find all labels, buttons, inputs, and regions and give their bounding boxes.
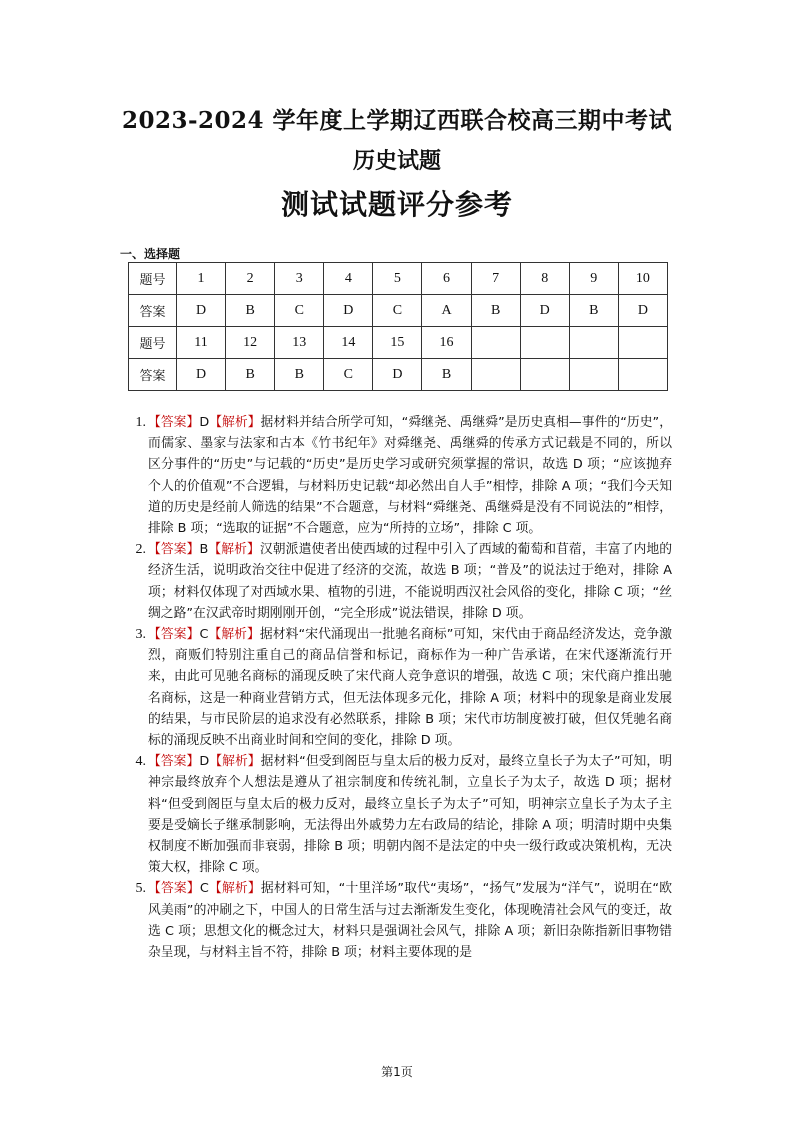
question-number-cell: 3 [275,263,324,295]
answer-tag: 【答案】 [148,881,200,897]
explanation-text: 汉朝派遣使者出使西域的过程中引入了西域的葡萄和苜蓿，丰富了内地的经济生活，说明政治交往中促进了经济的交流，故选 B 项；“普及”的说法过于绝对，排除 A 项；材料仅体现了对西域水果、植物的引进，不能说明西汉社会风俗的变化，排除 C 项；“丝绸之路”在汉武帝时期刚刚开创，“完全形成”说法错误，排除 D 项。 [148,542,673,621]
answer-letter: C [199,627,209,643]
item-number: 2. [135,542,146,558]
answer-tag: 【答案】 [148,627,200,643]
question-number-cell: 10 [618,263,667,295]
question-number-cell: 4 [324,263,373,295]
answer-cell: D [618,295,667,327]
explanation-text: 据材料“宋代涌现出一批驰名商标”可知，宋代由于商品经济发达，竞争激烈，商贩们特别注重自己的商品信誉和标记，商标作为一种广告承诺，在宋代逐渐流行开来，由此可见驰名商标的涌现反映了宋代商人竞争意识的增强，故选 C 项；宋代商户推出驰名商标，这是一种商业营销方式，但无法体现多元化，排除 A 项；材料中的现象是商业发展的结果，与市民阶层的追求没有必然联系，排除 B 项；宋代市坊制度被打破，但仅凭驰名商标的涌现反映不出商业时间和空间的变化，排除 D 项。 [148,627,673,749]
question-number-cell: 7 [471,263,520,295]
question-number-cell: 8 [520,263,569,295]
analysis-tag: 【解析】 [209,415,261,430]
answer-letter: C [199,881,209,897]
item-number: 5. [135,881,146,897]
answer-cell: A [422,295,471,327]
answer-cell [520,359,569,391]
item-number: 1. [135,415,146,430]
answer-cell: B [226,359,275,391]
answer-row [129,295,668,327]
row-label: 题号 [129,263,177,295]
answer-table [128,262,668,391]
answer-cell: B [471,295,520,327]
question-number-cell [569,327,618,359]
answer-cell [618,359,667,391]
explanations-list [126,412,672,963]
answer-cell: D [520,295,569,327]
question-number-cell: 16 [422,327,471,359]
explanation-item [126,878,672,963]
analysis-tag: 【解析】 [208,542,260,558]
analysis-tag: 【解析】 [208,881,261,897]
answer-tag: 【答案】 [148,415,200,430]
document-title: 测试试题评分参考 [280,188,513,221]
explanation-text: 据材料可知，“十里洋场”取代“夷场”，“扬气”发展为“洋气”，说明在“欧风美雨”的冲刷之下，中国人的日常生活与过去渐渐发生变化，体现晚清社会风气的变迁，故选 C 项；思想文化的概念过大，材料只是强调社会风气，排除 A 项；新旧杂陈指新旧事物错杂呈现，与材料主旨不符，排除 B 项；材料主要体现的是 [148,881,673,961]
question-number-cell: 12 [226,327,275,359]
question-number-cell [471,327,520,359]
question-row [129,327,668,359]
row-label: 答案 [129,359,177,391]
answer-cell [471,359,520,391]
question-number-cell: 6 [422,263,471,295]
row-label: 答案 [129,295,177,327]
exam-title: 2023-2024 学年度上学期辽西联合校高三期中考试 [121,107,673,134]
answer-cell: C [324,359,373,391]
analysis-tag: 【解析】 [208,627,260,643]
answer-letter: D [199,415,210,430]
question-row [129,263,668,295]
question-number-cell: 2 [226,263,275,295]
item-number: 3. [135,627,146,643]
answer-cell: B [275,359,324,391]
section-label: 一、选择题 [120,247,181,261]
question-number-cell: 15 [373,327,422,359]
explanation-text: 据材料“但受到阁臣与皇太后的极力反对，最终立皇长子为太子”可知，明神宗最终放弃个人想法是遵从了祖宗制度和传统礼制，立皇长子为太子，故选 D 项；据材料“但受到阁臣与皇太后的极力反对，最终立皇长子为太子”可知，明神宗立皇长子为太子主要是受嫡长子继承制影响，无法得出外戚势力左右政局的结论，排除 A 项；明清时期中央集权制度不断加强而非衰弱，排除 B 项；明朝内阁不是法定的中央一级行政或决策机构，无决策大权，排除 C 项。 [148,754,673,876]
answer-cell: D [177,359,226,391]
page-number: 第1页 [381,1065,413,1079]
explanation-item [126,412,672,539]
answer-cell: B [226,295,275,327]
answer-cell: D [177,295,226,327]
answer-cell: C [373,295,422,327]
explanation-item [126,539,672,624]
answer-cell: D [373,359,422,391]
explanation-item [126,624,672,751]
question-number-cell: 11 [177,327,226,359]
subject-title: 历史试题 [352,148,441,174]
question-number-cell: 14 [324,327,373,359]
question-number-cell [618,327,667,359]
question-number-cell: 13 [275,327,324,359]
answer-tag: 【答案】 [148,754,200,770]
answer-cell: B [569,295,618,327]
explanation-text: 据材料并结合所学可知，“舜继尧、禹继舜”是历史真相—事件的“历史”，而儒家、墨家与法家和古本《竹书纪年》对舜继尧、禹继舜的传承方式记载是不同的，所以区分事件的“历史”与记载的“历史”是历史学习或研究须掌握的常识，故选 D 项；“应该抛弃个人的价值观”不合逻辑，与材料历史记载“却必然出自人手”相悖，排除 A 项；“我们今天知道的历史是经前人筛选的结果”不合题意，与材料“舜继尧、禹继舜是没有不同说法的”相悖，排除 B 项；“选取的证据”不合题意，应为“所持的立场”，排除 C 项。 [148,415,673,537]
answer-letter: D [199,754,210,770]
question-number-cell: 9 [569,263,618,295]
answer-tag: 【答案】 [148,542,200,558]
answer-letter: B [199,542,209,558]
explanation-item [126,751,672,878]
answer-row [129,359,668,391]
question-number-cell [520,327,569,359]
analysis-tag: 【解析】 [209,754,261,770]
question-number-cell: 5 [373,263,422,295]
item-number: 4. [135,754,146,770]
answer-cell: D [324,295,373,327]
row-label: 题号 [129,327,177,359]
answer-cell [569,359,618,391]
question-number-cell: 1 [177,263,226,295]
answer-cell: B [422,359,471,391]
answer-cell: C [275,295,324,327]
